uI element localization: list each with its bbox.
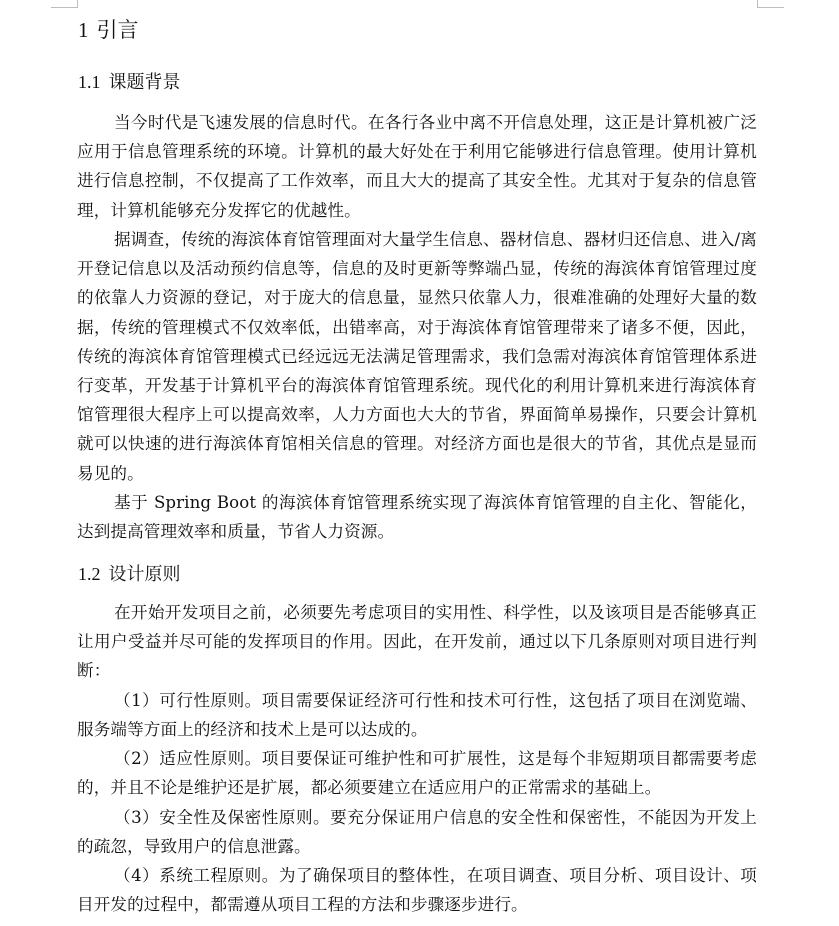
page-corner-mark-left xyxy=(51,0,78,8)
heading-number: 1 xyxy=(78,18,89,42)
paragraph: 据调查，传统的海滨体育馆管理面对大量学生信息、器材信息、器材归还信息、进入/离开登记信息以及活动预约信息等，信息的及时更新等弊端凸显，传统的海滨体育馆管理过度的依靠人力资源的登记，对于庞大的信息量，显然只依靠人力，很难准确的处理好大量的数据，传统的管理模式不仅效率低，出错率高，对于海滨体育馆管理带来了诸多不便，因此，传统的海滨体育馆管理模式已经远远无法满足管理需求，我们急需对海滨体育馆管理体系进行变革，开发基于计算机平台的海滨体育馆管理系统。现代化的利用计算机来进行海滨体育馆管理很大程序上可以提高效率，人力方面也大大的节省，界面简单易操作，只要会计算机就可以快速的进行海滨体育馆相关信息的管理。对经济方面也是很大的节省，其优点是显而易见的。 xyxy=(77,230,757,483)
heading-title: 设计原则 xyxy=(108,564,181,585)
page-corner-mark-right xyxy=(757,0,784,8)
chapter-heading xyxy=(78,14,139,46)
heading-number: 1.1 xyxy=(78,72,101,92)
section-heading-principles xyxy=(78,560,181,589)
principle-item: （3）安全性及保密性原则。要充分保证用户信息的安全性和保密性，不能因为开发上的疏忽，导致用户的信息泄露。 xyxy=(77,808,757,857)
paragraph: 当今时代是飞速发展的信息时代。在各行各业中离不开信息处理，这正是计算机被广泛应用于信息管理系统的环境。计算机的最大好处在于利用它能够进行信息管理。使用计算机进行信息控制，不仅提高了工作效率，而且大大的提高了其安全性。尤其对于复杂的信息管理，计算机能够充分发挥它的优越性。 xyxy=(77,113,757,220)
heading-number: 1.2 xyxy=(78,564,101,584)
section-heading-background xyxy=(78,68,181,97)
principle-item: （4）系统工程原则。为了确保项目的整体性，在项目调查、项目分析、项目设计、项目开发的过程中，都需遵从项目工程的方法和步骤逐步进行。 xyxy=(77,866,757,915)
paragraph: 在开始开发项目之前，必须要先考虑项目的实用性、科学性，以及该项目是否能够真正让用户受益并尽可能的发挥项目的作用。因此，在开发前，通过以下几条原则对项目进行判断： xyxy=(77,603,757,681)
paragraph: 基于 Spring Boot 的海滨体育馆管理系统实现了海滨体育馆管理的自主化、智能化，达到提高管理效率和质量，节省人力资源。 xyxy=(77,493,757,542)
heading-title: 课题背景 xyxy=(108,72,181,93)
principle-item: （1）可行性原则。项目需要保证经济可行性和技术可行性，这包括了项目在浏览端、服务端等方面上的经济和技术上是可以达成的。 xyxy=(77,691,757,740)
principle-item: （2）适应性原则。项目要保证可维护性和可扩展性，这是每个非短期项目都需要考虑的，并且不论是维护还是扩展，都必须要建立在适应用户的正常需求的基础上。 xyxy=(77,749,757,798)
heading-title: 引言 xyxy=(96,18,139,42)
